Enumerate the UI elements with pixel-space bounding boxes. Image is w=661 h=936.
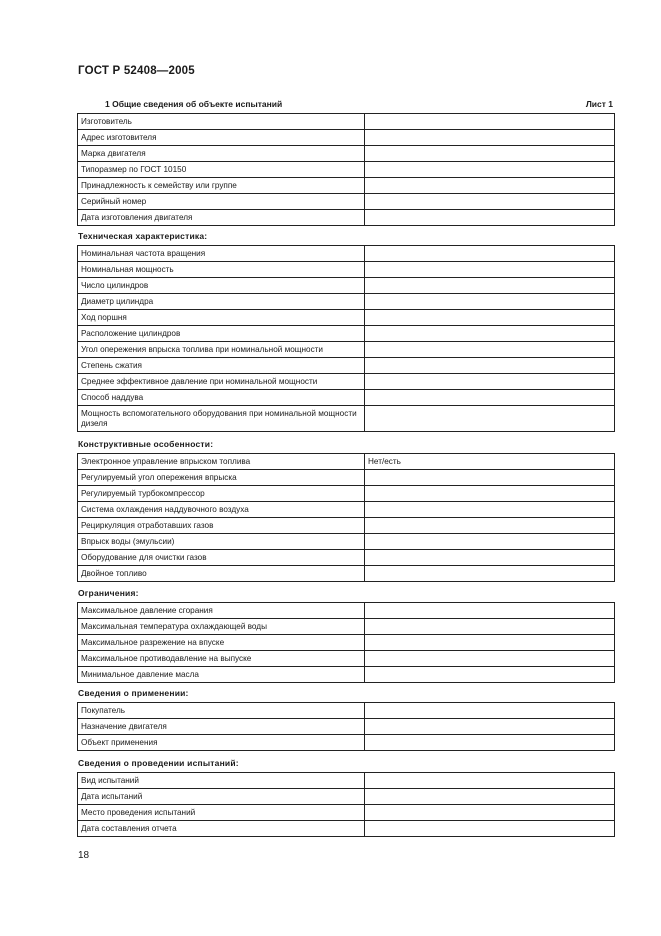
field-value[interactable] [365,470,615,486]
field-label: Регулируемый угол опережения впрыска [78,470,365,486]
field-value[interactable] [365,703,615,719]
table-row [78,246,615,262]
table-row [78,486,615,502]
field-value[interactable] [365,635,615,651]
page-number: 18 [78,850,90,861]
field-label: Двойное топливо [78,566,365,582]
field-value[interactable] [365,566,615,582]
table-row [78,374,615,390]
field-value[interactable] [365,326,615,342]
field-value[interactable] [365,805,615,821]
field-label: Номинальная частота вращения [78,246,365,262]
field-label: Дата испытаний [78,789,365,805]
testing-heading: Сведения о проведении испытаний: [78,758,239,768]
field-label: Число цилиндров [78,278,365,294]
table-row [78,278,615,294]
field-label: Вид испытаний [78,773,365,789]
table-row [78,390,615,406]
field-value[interactable] [365,178,615,194]
field-value[interactable] [365,603,615,619]
field-label: Дата изготовления двигателя [78,210,365,226]
field-label: Покупатель [78,703,365,719]
table-row [78,194,615,210]
table-row [78,114,615,130]
table-row [78,326,615,342]
field-label: Типоразмер по ГОСТ 10150 [78,162,365,178]
field-value[interactable] [365,719,615,735]
field-value[interactable] [365,194,615,210]
field-value[interactable] [365,821,615,837]
field-value[interactable] [365,262,615,278]
field-value[interactable] [365,390,615,406]
field-value[interactable] [365,114,615,130]
field-label: Регулируемый турбокомпрессор [78,486,365,502]
field-label: Назначение двигателя [78,719,365,735]
field-label: Номинальная мощность [78,262,365,278]
field-value[interactable] [365,210,615,226]
field-value[interactable] [365,294,615,310]
field-value[interactable] [365,486,615,502]
field-value[interactable] [365,162,615,178]
field-value[interactable] [365,518,615,534]
table-row [78,178,615,194]
field-value[interactable] [365,342,615,358]
table-row [78,534,615,550]
field-label: Объект применения [78,735,365,751]
general-info-table [77,113,615,226]
table-row [78,310,615,326]
table-row [78,262,615,278]
application-heading: Сведения о применении: [78,688,189,698]
table-row [78,342,615,358]
field-label: Максимальное давление сгорания [78,603,365,619]
table-row [78,566,615,582]
field-label: Серийный номер [78,194,365,210]
field-value[interactable] [365,146,615,162]
limits-heading: Ограничения: [78,588,139,598]
field-value[interactable] [365,735,615,751]
field-value[interactable] [365,502,615,518]
field-label: Электронное управление впрыском топлива [78,454,365,470]
field-label: Марка двигателя [78,146,365,162]
technical-table [77,245,615,432]
field-label: Рециркуляция отработавших газов [78,518,365,534]
field-label: Изготовитель [78,114,365,130]
table-row [78,470,615,486]
field-value[interactable] [365,310,615,326]
table-row [78,703,615,719]
design-table [77,453,615,582]
field-value[interactable] [365,667,615,683]
field-label: Среднее эффективное давление при номинальной мощности [78,374,365,390]
field-label: Место проведения испытаний [78,805,365,821]
table-row [78,454,615,470]
field-label: Расположение цилиндров [78,326,365,342]
field-label: Минимальное давление масла [78,667,365,683]
table-row [78,773,615,789]
table-row [78,550,615,566]
table-row [78,210,615,226]
page-header: ГОСТ Р 52408—2005 [78,65,195,77]
field-label: Максимальное противодавление на выпуске [78,651,365,667]
application-table [77,702,615,751]
table-row [78,603,615,619]
table-row [78,518,615,534]
table-row [78,162,615,178]
field-value[interactable] [365,651,615,667]
field-value[interactable] [365,374,615,390]
design-heading: Конструктивные особенности: [78,439,214,449]
field-label: Дата составления отчета [78,821,365,837]
field-label: Максимальное разрежение на впуске [78,635,365,651]
table-row [78,789,615,805]
field-label: Мощность вспомогательного оборудования при номинальной мощности дизеля [78,406,365,432]
field-value[interactable] [365,278,615,294]
field-label: Степень сжатия [78,358,365,374]
field-value[interactable] [365,358,615,374]
technical-heading: Техническая характеристика: [78,231,208,241]
field-value[interactable] [365,550,615,566]
field-value[interactable] [365,406,615,432]
field-value[interactable]: Нет/есть [365,454,615,470]
field-value[interactable] [365,773,615,789]
field-label: Адрес изготовителя [78,130,365,146]
testing-table [77,772,615,837]
table-row [78,130,615,146]
field-label: Впрыск воды (эмульсии) [78,534,365,550]
field-value[interactable] [365,619,615,635]
field-value[interactable] [365,534,615,550]
field-value[interactable] [365,789,615,805]
sheet-label: Лист 1 [585,99,613,109]
table-row [78,805,615,821]
table-row [78,735,615,751]
table-row [78,667,615,683]
field-label: Система охлаждения наддувочного воздуха [78,502,365,518]
table-row [78,619,615,635]
table-row [78,406,615,432]
field-value[interactable] [365,130,615,146]
limits-table [77,602,615,683]
field-label: Диаметр цилиндра [78,294,365,310]
field-label: Максимальная температура охлаждающей воды [78,619,365,635]
field-label: Угол опережения впрыска топлива при номинальной мощности [78,342,365,358]
table-row [78,146,615,162]
section-caption: 1 Общие сведения об объекте испытаний [105,99,283,109]
table-row [78,719,615,735]
table-row [78,502,615,518]
table-row [78,294,615,310]
table-row [78,651,615,667]
table-row [78,821,615,837]
table-row [78,358,615,374]
field-value[interactable] [365,246,615,262]
table-row [78,635,615,651]
field-label: Оборудование для очистки газов [78,550,365,566]
field-label: Принадлежность к семейству или группе [78,178,365,194]
field-label: Ход поршня [78,310,365,326]
field-label: Способ наддува [78,390,365,406]
